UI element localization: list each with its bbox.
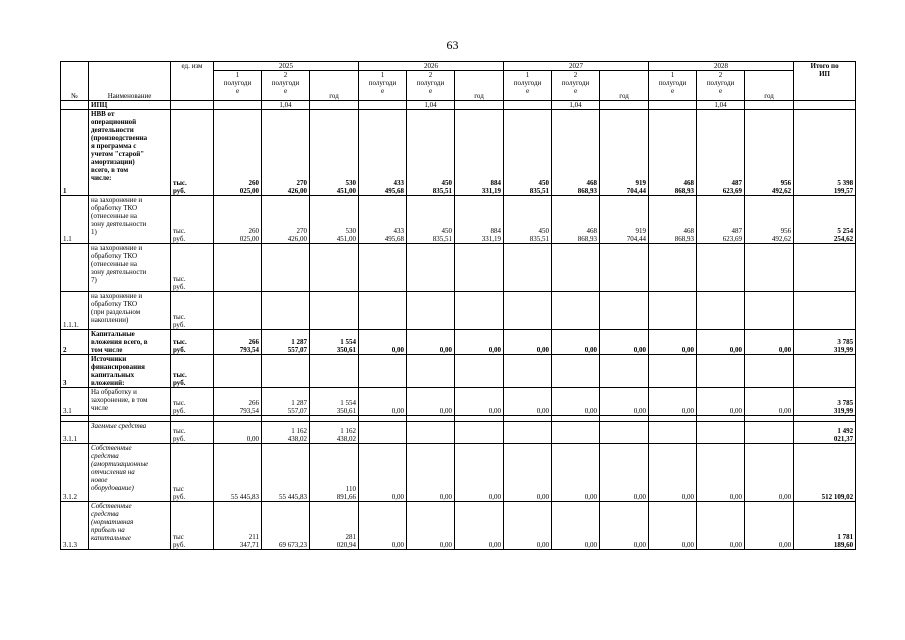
row-value: 530 451,00 xyxy=(310,196,359,244)
row-value: 0,00 xyxy=(697,330,745,355)
row-value: 0,00 xyxy=(600,502,649,550)
row-total: 3 785 319,99 xyxy=(794,330,856,355)
subheader-year: год xyxy=(745,71,794,101)
ipc-value: 1,04 xyxy=(552,101,600,110)
row-index xyxy=(61,244,89,292)
row-value: 0,00 xyxy=(359,388,407,416)
ipc-value xyxy=(214,101,262,110)
subheader-h2: 2 полугоди е xyxy=(407,71,455,101)
row-name: Источники финансирования капитальных вложений: xyxy=(89,355,171,388)
row-value: 270 426,00 xyxy=(262,196,310,244)
row-index: 1.1.1. xyxy=(61,292,89,330)
row-value xyxy=(407,244,455,292)
subheader-h1: 1 полугоди е xyxy=(214,71,262,101)
table-row xyxy=(61,444,856,502)
row-value: 0,00 xyxy=(649,444,697,502)
row-name: Собственные средства (нормативная прибыль на капитальные xyxy=(89,502,171,550)
header-year-2025: 2025 xyxy=(214,62,359,71)
row-index: 3.1 xyxy=(61,388,89,416)
row-total: 512 109,02 xyxy=(794,444,856,502)
row-value xyxy=(697,292,745,330)
row-value: 1 287 557,07 xyxy=(262,388,310,416)
row-value xyxy=(359,355,407,388)
row-value: 0,00 xyxy=(649,388,697,416)
row-value: 1 162 438,02 xyxy=(262,422,310,444)
row-index: 3.1.1 xyxy=(61,422,89,444)
row-value xyxy=(649,244,697,292)
row-value xyxy=(262,292,310,330)
row-value: 0,00 xyxy=(504,502,552,550)
tariff-table xyxy=(60,61,856,550)
row-value xyxy=(504,292,552,330)
row-value: 0,00 xyxy=(745,444,794,502)
row-value: 0,00 xyxy=(407,330,455,355)
row-unit: тыс. руб. xyxy=(171,388,214,416)
row-value xyxy=(310,355,359,388)
row-value: 281 020,94 xyxy=(310,502,359,550)
row-value: 0,00 xyxy=(600,330,649,355)
ipc-label: ИПЦ xyxy=(89,101,171,110)
row-name: Собственные средства (амортизационные отчисления на новое оборудование) xyxy=(89,444,171,502)
row-value: 55 445,83 xyxy=(262,444,310,502)
subheader-year: год xyxy=(455,71,504,101)
row-value xyxy=(697,244,745,292)
header-total: Итого по ИП xyxy=(794,62,856,101)
table-row xyxy=(61,388,856,416)
row-value: 0,00 xyxy=(504,388,552,416)
row-value: 487 623,69 xyxy=(697,110,745,196)
subheader-h1: 1 полугоди е xyxy=(649,71,697,101)
row-total: 1 781 189,60 xyxy=(794,502,856,550)
row-value: 1 287 557,07 xyxy=(262,330,310,355)
row-value xyxy=(649,292,697,330)
row-value: 884 331,19 xyxy=(455,110,504,196)
row-value: 1 554 350,61 xyxy=(310,330,359,355)
row-unit: тыс. руб. xyxy=(171,244,214,292)
header-year-2026: 2026 xyxy=(359,62,504,71)
ipc-value: 1,04 xyxy=(262,101,310,110)
ipc-value xyxy=(745,101,794,110)
table-row xyxy=(61,292,856,330)
row-index: 3.1.2 xyxy=(61,444,89,502)
row-value: 884 331,19 xyxy=(455,196,504,244)
row-total: 1 492 021,37 xyxy=(794,422,856,444)
ipc-value xyxy=(455,101,504,110)
row-value: 266 793,54 xyxy=(214,388,262,416)
row-value: 0,00 xyxy=(359,502,407,550)
row-value: 956 492,62 xyxy=(745,110,794,196)
row-value: 468 868,93 xyxy=(552,110,600,196)
table-row xyxy=(61,502,856,550)
row-value xyxy=(262,355,310,388)
row-value: 69 673,23 xyxy=(262,502,310,550)
row-value xyxy=(745,422,794,444)
row-value: 266 793,54 xyxy=(214,330,262,355)
row-value: 0,00 xyxy=(600,388,649,416)
row-value: 0,00 xyxy=(407,388,455,416)
table-row xyxy=(61,244,856,292)
row-total: 3 785 319,99 xyxy=(794,388,856,416)
row-value xyxy=(214,292,262,330)
row-value: 110 891,66 xyxy=(310,444,359,502)
subheader-h2: 2 полугоди е xyxy=(262,71,310,101)
row-total xyxy=(794,244,856,292)
row-value: 450 835,51 xyxy=(407,196,455,244)
row-name: НВВ от операционной деятельности (производственна я программа с учетом "старой" амортизации) всего, в том числе: xyxy=(89,110,171,196)
row-value: 0,00 xyxy=(745,330,794,355)
row-unit: тыс. руб. xyxy=(171,422,214,444)
row-value xyxy=(504,244,552,292)
row-name: на захоронение и обработку ТКО (отнесенные на зону деятельности 7) xyxy=(89,244,171,292)
row-value xyxy=(407,292,455,330)
row-value xyxy=(359,422,407,444)
row-value: 0,00 xyxy=(649,330,697,355)
row-value: 956 492,62 xyxy=(745,196,794,244)
row-value: 0,00 xyxy=(697,388,745,416)
row-value xyxy=(552,355,600,388)
row-value: 450 835,51 xyxy=(407,110,455,196)
table-row xyxy=(61,196,856,244)
row-value xyxy=(359,244,407,292)
subheader-h1: 1 полугоди е xyxy=(504,71,552,101)
row-value xyxy=(745,244,794,292)
row-value: 0,00 xyxy=(359,444,407,502)
row-value: 0,00 xyxy=(407,444,455,502)
row-index: 1.1 xyxy=(61,196,89,244)
row-value: 0,00 xyxy=(359,330,407,355)
ipc-value xyxy=(359,101,407,110)
row-total: 5 254 254,62 xyxy=(794,196,856,244)
header-no: № xyxy=(61,62,89,101)
ipc-total xyxy=(794,101,856,110)
row-value: 0,00 xyxy=(455,388,504,416)
table-row xyxy=(61,110,856,196)
row-unit: тыс. руб. xyxy=(171,110,214,196)
subheader-h2: 2 полугоди е xyxy=(552,71,600,101)
row-value xyxy=(649,422,697,444)
row-value xyxy=(262,244,310,292)
row-value xyxy=(359,292,407,330)
row-value: 0,00 xyxy=(214,422,262,444)
row-value xyxy=(214,355,262,388)
row-value xyxy=(697,422,745,444)
row-index: 3 xyxy=(61,355,89,388)
row-value xyxy=(649,355,697,388)
row-unit: тыс. руб. xyxy=(171,292,214,330)
row-value: 270 426,00 xyxy=(262,110,310,196)
row-value: 433 495,68 xyxy=(359,110,407,196)
row-unit: тыс. руб. xyxy=(171,330,214,355)
header-year-2028: 2028 xyxy=(649,62,794,71)
row-index: 2 xyxy=(61,330,89,355)
row-value: 211 347,71 xyxy=(214,502,262,550)
row-value: 450 835,51 xyxy=(504,110,552,196)
row-value: 468 868,93 xyxy=(649,110,697,196)
row-value: 0,00 xyxy=(407,502,455,550)
row-value: 0,00 xyxy=(697,444,745,502)
ipc-value xyxy=(310,101,359,110)
table-row xyxy=(61,355,856,388)
row-value: 0,00 xyxy=(697,502,745,550)
row-value: 919 704,44 xyxy=(600,110,649,196)
row-value: 1 554 350,61 xyxy=(310,388,359,416)
subheader-h1: 1 полугоди е xyxy=(359,71,407,101)
header-year-2027: 2027 xyxy=(504,62,649,71)
row-name: Капитальные вложения всего, в том числе xyxy=(89,330,171,355)
row-value xyxy=(455,244,504,292)
row-name: Заемные средства xyxy=(89,422,171,444)
subheader-year: год xyxy=(600,71,649,101)
ipc-value xyxy=(649,101,697,110)
row-value: 260 025,00 xyxy=(214,196,262,244)
row-value xyxy=(600,292,649,330)
row-value: 433 495,68 xyxy=(359,196,407,244)
row-value: 260 025,00 xyxy=(214,110,262,196)
row-name: на захоронение и обработку ТКО (при раздельном накоплении) xyxy=(89,292,171,330)
row-value xyxy=(310,292,359,330)
row-value xyxy=(504,422,552,444)
header-name: Наименование xyxy=(89,62,171,101)
row-value: 450 835,51 xyxy=(504,196,552,244)
ipc-value: 1,04 xyxy=(407,101,455,110)
row-value: 55 445,83 xyxy=(214,444,262,502)
row-value xyxy=(745,355,794,388)
row-unit: тыс руб. xyxy=(171,502,214,550)
row-value xyxy=(552,244,600,292)
row-value: 468 868,93 xyxy=(552,196,600,244)
row-value: 0,00 xyxy=(552,388,600,416)
row-value: 919 704,44 xyxy=(600,196,649,244)
row-value: 0,00 xyxy=(552,444,600,502)
row-value xyxy=(745,292,794,330)
row-value: 0,00 xyxy=(552,330,600,355)
row-unit: тыс. руб. xyxy=(171,355,214,388)
ipc-unit xyxy=(171,101,214,110)
row-value xyxy=(310,244,359,292)
row-value: 0,00 xyxy=(745,388,794,416)
row-value xyxy=(697,355,745,388)
row-value: 0,00 xyxy=(455,330,504,355)
subheader-year: год xyxy=(310,71,359,101)
row-value: 0,00 xyxy=(455,502,504,550)
row-value xyxy=(552,292,600,330)
page-number: 63 xyxy=(446,38,459,52)
row-total xyxy=(794,355,856,388)
row-value: 487 623,69 xyxy=(697,196,745,244)
row-name: На обработку и захоронение, в том числе xyxy=(89,388,171,416)
row-value xyxy=(455,422,504,444)
row-index: 3.1.3 xyxy=(61,502,89,550)
row-value: 468 868,93 xyxy=(649,196,697,244)
row-value: 0,00 xyxy=(745,502,794,550)
row-value: 0,00 xyxy=(504,330,552,355)
row-value xyxy=(214,244,262,292)
row-value: 0,00 xyxy=(600,444,649,502)
row-index: 1 xyxy=(61,110,89,196)
row-unit: тыс. руб. xyxy=(171,196,214,244)
row-value: 530 451,00 xyxy=(310,110,359,196)
row-unit: тыс руб. xyxy=(171,444,214,502)
row-value xyxy=(504,355,552,388)
row-total xyxy=(794,292,856,330)
row-value: 0,00 xyxy=(504,444,552,502)
ipc-value: 1,04 xyxy=(697,101,745,110)
ipc-value xyxy=(504,101,552,110)
row-value: 1 162 438,02 xyxy=(310,422,359,444)
row-value xyxy=(407,422,455,444)
row-value xyxy=(407,355,455,388)
ipc-value xyxy=(600,101,649,110)
table-row xyxy=(61,422,856,444)
row-total: 5 398 199,57 xyxy=(794,110,856,196)
row-value xyxy=(600,244,649,292)
row-value xyxy=(600,422,649,444)
row-value xyxy=(455,292,504,330)
row-value: 0,00 xyxy=(455,444,504,502)
row-value: 0,00 xyxy=(552,502,600,550)
row-value xyxy=(552,422,600,444)
subheader-h2: 2 полугоди е xyxy=(697,71,745,101)
row-value: 0,00 xyxy=(649,502,697,550)
table-row xyxy=(61,330,856,355)
row-value xyxy=(455,355,504,388)
row-value xyxy=(600,355,649,388)
ipc-idx xyxy=(61,101,89,110)
row-name: на захоронение и обработку ТКО (отнесенные на зону деятельности 1) xyxy=(89,196,171,244)
header-unit: ед. изм xyxy=(171,62,214,101)
